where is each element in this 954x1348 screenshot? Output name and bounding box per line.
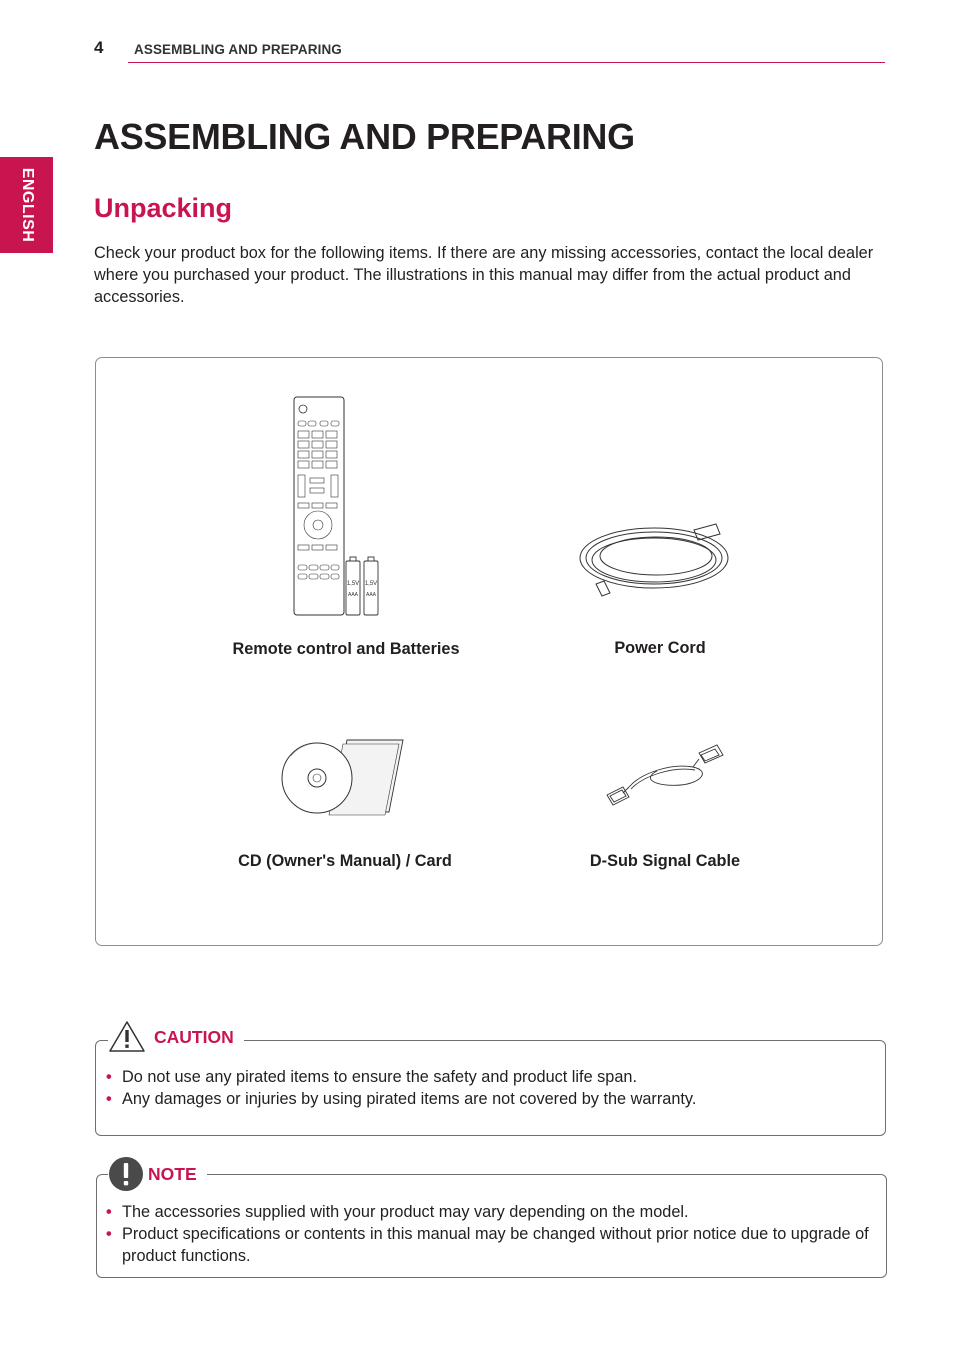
section-title: Unpacking <box>94 193 233 223</box>
language-tab-label: ENGLISH <box>18 167 36 243</box>
header-rule <box>128 62 885 63</box>
caution-list <box>95 1066 875 1110</box>
caution-text: Do not use any pirated items to ensure the safety and product life span. <box>122 1068 637 1086</box>
warning-triangle-icon <box>108 1020 146 1054</box>
caution-rule <box>248 1040 873 1041</box>
caution-text: Any damages or injuries by using pirated items are not covered by the warranty. <box>122 1090 697 1108</box>
note-label: NOTE <box>148 1163 197 1184</box>
exclamation-circle-icon <box>108 1156 144 1192</box>
bullet-dot: • <box>106 1203 112 1221</box>
list-item <box>95 1066 875 1088</box>
remote-control-icon <box>291 395 391 620</box>
running-header: ASSEMBLING AND PREPARING <box>134 42 342 57</box>
accessories-box <box>95 357 883 946</box>
cd-card-icon <box>281 736 406 816</box>
battery-voltage-label-1: 1,5V <box>346 581 360 587</box>
battery-type-label-1: AAA <box>347 592 359 598</box>
bullet-dot: • <box>106 1090 112 1108</box>
list-item <box>95 1201 875 1223</box>
note-list <box>95 1201 875 1267</box>
intro-paragraph: Check your product box for the following items. If there are any missing accessories, contact the local dealer where you purchased your product. The illustrations in this manual may differ from the actual product and accessories. <box>94 244 874 306</box>
dsub-cable-icon <box>601 743 731 808</box>
note-text: Product specifications or contents in this manual may be changed without prior notice due to upgrade of product functions. <box>122 1225 869 1265</box>
caution-header <box>108 1020 244 1054</box>
list-item <box>95 1223 875 1267</box>
battery-voltage-label-2: 1,5V <box>364 581 378 587</box>
item-caption-dsub-cable: D-Sub Signal Cable <box>589 852 741 870</box>
item-caption-remote: Remote control and Batteries <box>232 640 460 658</box>
bullet-dot: • <box>106 1068 112 1086</box>
note-rule <box>216 1174 874 1175</box>
battery-type-label-2: AAA <box>365 592 377 598</box>
item-caption-power-cord: Power Cord <box>614 639 706 657</box>
chapter-title: ASSEMBLING AND PREPARING <box>94 116 635 157</box>
item-caption-cd-card: CD (Owner's Manual) / Card <box>238 852 452 870</box>
bullet-dot: • <box>106 1225 112 1243</box>
page-number: 4 <box>94 38 104 57</box>
list-item <box>95 1088 875 1110</box>
caution-label: CAUTION <box>154 1026 234 1047</box>
note-text: The accessories supplied with your product may vary depending on the model. <box>122 1203 689 1221</box>
power-cord-icon <box>576 516 736 601</box>
language-tab <box>0 157 53 253</box>
note-header <box>108 1156 207 1192</box>
